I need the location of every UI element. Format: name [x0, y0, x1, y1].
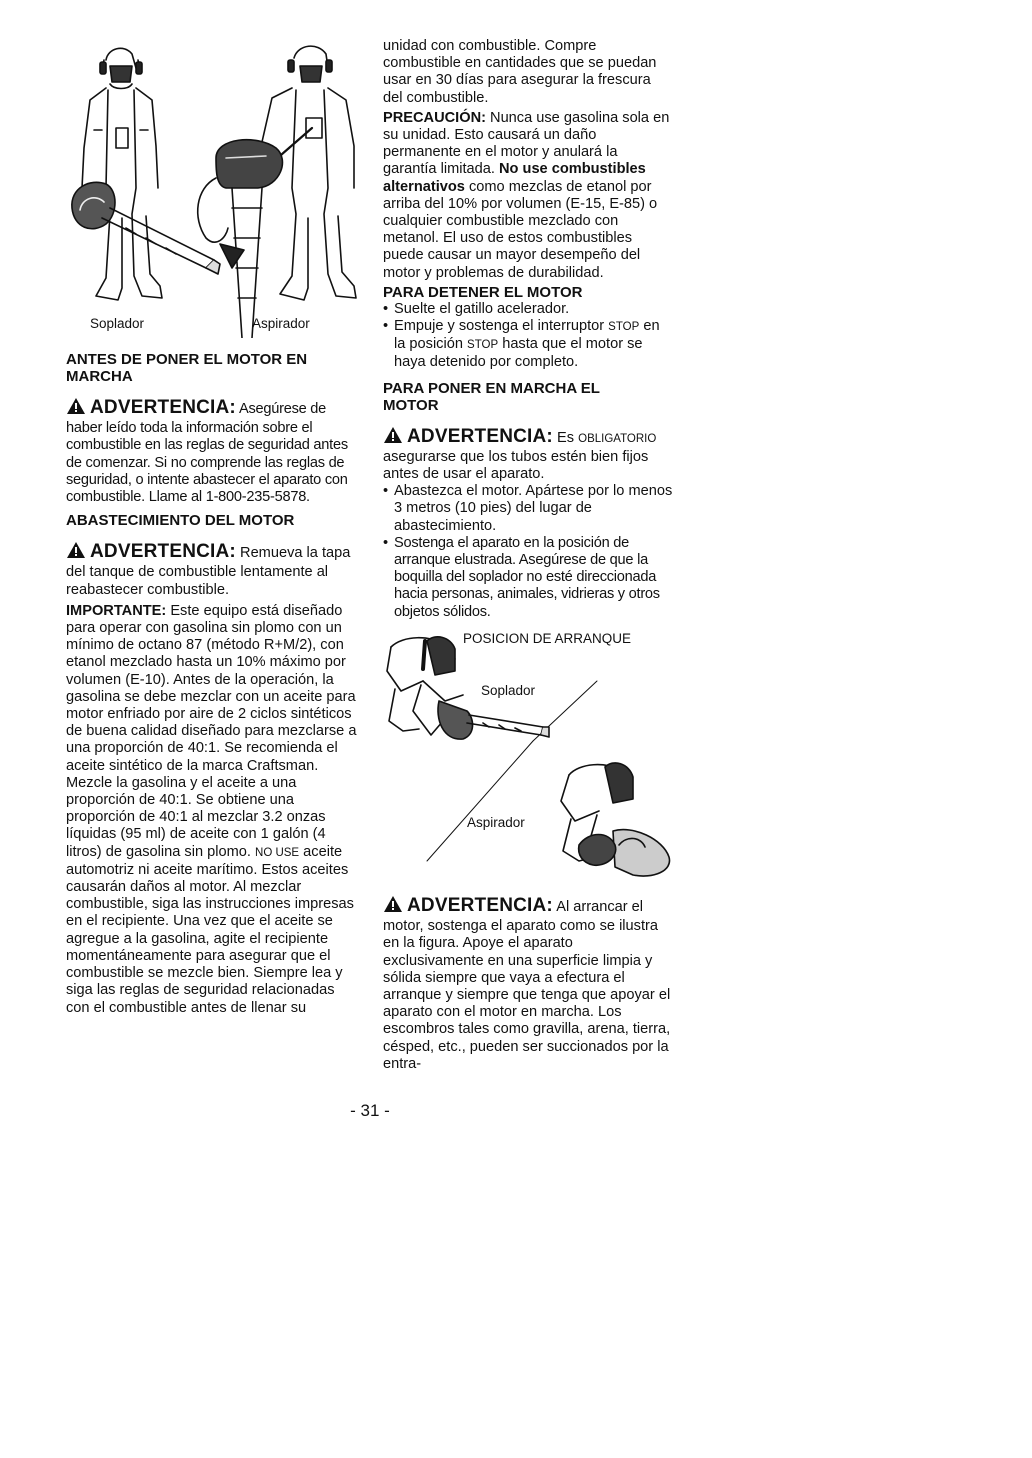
warning-tubes	[383, 426, 673, 484]
warning-tank-cap	[66, 541, 358, 599]
blower-vacuum-figure	[66, 38, 358, 338]
page-number: - 31 -	[350, 1101, 390, 1120]
start-step: • Sostenga el aparato en la posición de arranque elustrada. Asegúrese de que la boquilla del soplador no esté direccionada hacia personas, animales, vidrieras y otros objetos sólidos.	[383, 535, 673, 621]
right-column	[383, 38, 673, 1073]
warning-fuel-rules	[66, 397, 358, 506]
important-text-1: Este equipo está diseñado para operar con gasolina sin plomo con un mínimo de octano 87 (método R+M/2), con etanol mezclado hasta un 10% máximo por volumen (E-10). Antes de la operación, la gasolina se debe mezclar con un aceite para motor enfriado por aire de 2 ciclos sintéticos de buena calidad diseñado para mezclarse a una proporción de 40:1. Se recomienda el aceite sintético de la marca Craftsman. Mezcle la gasolina y el aceite a una proporción de 40:1. Se obtiene una proporción de 40:1 al mezclar 3.2 onzas líquidas (95 ml) de aceite con 1 galón (4 litros) de gasolina sin plomo.	[66, 602, 357, 860]
heading-fueling: ABASTECIMIENTO DEL MOTOR	[66, 512, 295, 530]
important-text-2: aceite automotriz ni aceite marítimo. Estos aceites causarán daños al motor. Al mezclar combustible, siga las instrucciones impresas en el recipiente. Una vez que el aceite se agregue a la gasolina, agite el recipiente momentáneamente para asegurar que el combustible se mezcle bien. Siempre lea y siga las reglas de seguridad relacionadas con el combustible antes de llenar su	[66, 843, 354, 1016]
caution-label: PRECAUCIÓN:	[383, 109, 486, 126]
starting-position-illustration	[383, 631, 673, 891]
operators-illustration	[66, 38, 358, 338]
warning-triangle-icon	[66, 541, 86, 564]
warning-label: ADVERTENCIA:	[90, 397, 236, 418]
caption-blower: Soplador	[90, 316, 145, 331]
warning-triangle-icon	[383, 426, 403, 449]
stop-step-text: hasta que el motor se haya detenido por completo.	[394, 336, 643, 371]
warning-text: Al arrancar el motor, sostenga el aparato como se ilustra en la figura. Apoye el aparato exclusivamente en una superficie limpia y sólida siempre que vaya a efectura el arranque y siempre que tenga que apoyar el aparato con el motor en marcha. Los escombros tales como gravilla, arena, tierra, césped, etc., pueden ser succionados por la entra-	[383, 898, 671, 1072]
starting-position-figure	[383, 631, 673, 891]
warning-label: ADVERTENCIA:	[407, 894, 553, 916]
stop-step-text: en la posición	[394, 318, 660, 353]
warning-triangle-icon	[383, 895, 403, 918]
important-label: IMPORTANTE:	[66, 602, 167, 619]
caution-paragraph	[383, 110, 673, 282]
warning-starting-support	[383, 895, 673, 1073]
left-column	[66, 38, 358, 1017]
warning-text: Asegúrese de haber leído toda la información sobre el combustible en las reglas de seguridad antes de comenzar. Si no comprende las reglas de seguridad, o intente abastecer el aparato con combustible. Llame al 1-800-235-5878.	[66, 401, 348, 506]
fuel-continuation: unidad con combustible. Compre combustible en cantidades que se puedan usar en 30 días para asegurar la frescura del combustible.	[383, 38, 657, 106]
figure-start-title: POSICION DE ARRANQUE	[463, 630, 632, 646]
stop-word: STOP	[608, 321, 640, 334]
warning-text: Remueva la tapa del tanque de combustible lentamente al reabastecer combustible.	[66, 545, 351, 598]
heading-before-start: ANTES DE PONER EL MOTOR EN MARCHA	[66, 351, 308, 385]
stop-step	[383, 318, 673, 372]
start-steps-list	[383, 483, 673, 621]
important-no-use: NO USE	[255, 846, 300, 859]
stop-word: STOP	[467, 339, 499, 352]
stop-step-text: Empuje y sostenga el interruptor	[394, 318, 605, 335]
warning-text: asegurarse que los tubos estén bien fijos antes de usar el aparato.	[383, 448, 649, 483]
warning-label: ADVERTENCIA:	[90, 541, 236, 563]
warning-required: OBLIGATORIO	[578, 432, 657, 445]
stop-steps-list	[383, 301, 673, 372]
warning-triangle-icon	[66, 397, 86, 420]
caution-bold: No use combustibles alternativos	[383, 161, 646, 195]
caution-text-1: Nunca use gasolina sola en su unidad. Esto causará un daño permanente en el motor y anulará la garantía limitada.	[383, 109, 670, 178]
warning-label: ADVERTENCIA:	[407, 425, 553, 447]
important-paragraph	[66, 603, 358, 1017]
warning-text: Es	[557, 429, 575, 446]
heading-start-engine: PARA PONER EN MARCHA EL MOTOR	[383, 379, 600, 414]
figure-start-vacuum: Aspirador	[467, 814, 525, 830]
stop-step: • Suelte el gatillo acelerador.	[383, 301, 673, 318]
figure-start-blower: Soplador	[481, 682, 536, 698]
heading-stop-engine: PARA DETENER EL MOTOR	[383, 283, 583, 301]
caution-text-2: como mezclas de etanol por arriba del 10% por volumen (E-15, E-85) o cualquier combustible mezclado con metanol. El uso de estos combustibles puede causar un mayor desempeño del motor y problemas de durabilidad.	[383, 178, 658, 281]
caption-vacuum: Aspirador	[252, 316, 310, 331]
start-step: • Abastezca el motor. Apártese por lo menos 3 metros (10 pies) del lugar de abastecimiento.	[383, 483, 673, 535]
